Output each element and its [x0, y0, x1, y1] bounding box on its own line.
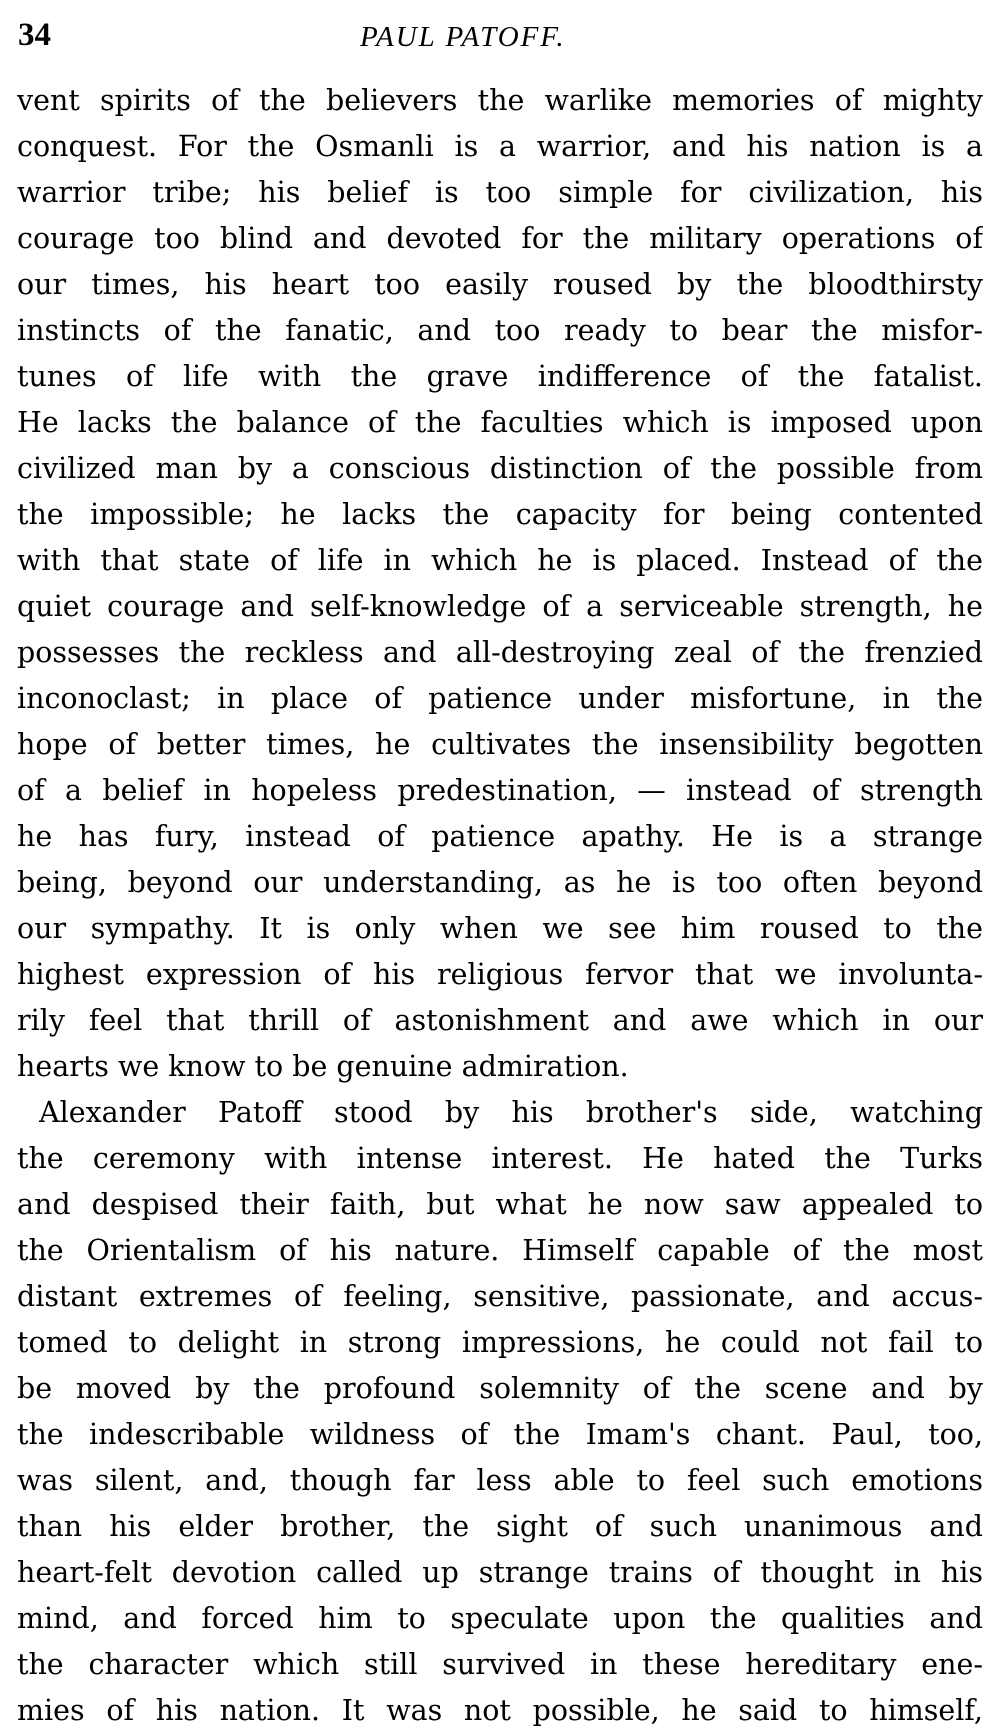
running-head — [18, 8, 981, 56]
text-line: with that state of life in which he is placed. Instead of the — [17, 544, 983, 577]
text-line: than his elder brother, the sight of such unanimous and — [17, 1510, 983, 1543]
text-line: hearts we know to be genuine admiration. — [17, 1050, 629, 1083]
text-line: distant extremes of feeling, sensitive, passionate, and accus- — [17, 1280, 983, 1313]
text-line: hope of better times, he cultivates the insensibility begotten — [17, 728, 983, 761]
text-line: highest expression of his religious fervor that we involunta- — [17, 958, 983, 991]
text-line: quiet courage and self-knowledge of a serviceable strength, he — [17, 590, 983, 623]
text-line: and despised their faith, but what he now saw appealed to — [17, 1188, 983, 1221]
text-line: the indescribable wildness of the Imam's chant. Paul, too, — [17, 1418, 983, 1451]
text-line: vent spirits of the believers the warlike memories of mighty — [17, 84, 983, 117]
text-line: Alexander Patoff stood by his brother's side, watching — [39, 1096, 983, 1129]
text-line: mind, and forced him to speculate upon the qualities and — [17, 1602, 983, 1635]
text-line: possesses the reckless and all-destroying zeal of the frenzied — [17, 636, 983, 669]
text-line: rily feel that thrill of astonishment and awe which in our — [17, 1004, 983, 1037]
paragraph-2 — [17, 1090, 983, 1734]
paragraph-1 — [17, 78, 983, 1090]
text-line: heart-felt devotion called up strange trains of thought in his — [17, 1556, 983, 1589]
text-line: instincts of the fanatic, and too ready to bear the misfor- — [17, 314, 983, 347]
text-line: he has fury, instead of patience apathy. He is a strange — [17, 820, 983, 853]
text-line: our sympathy. It is only when we see him roused to the — [17, 912, 983, 945]
text-line: our times, his heart too easily roused by the bloodthirsty — [17, 268, 983, 301]
text-line: the impossible; he lacks the capacity for being contented — [17, 498, 983, 531]
text-line: being, beyond our understanding, as he is too often beyond — [17, 866, 983, 899]
text-line: inconoclast; in place of patience under misfortune, in the — [17, 682, 983, 715]
page-number: 34 — [18, 17, 51, 53]
text-line: courage too blind and devoted for the military operations of — [17, 222, 983, 255]
body-text — [17, 78, 983, 1734]
text-line: warrior tribe; his belief is too simple for civilization, his — [17, 176, 983, 209]
text-line: of a belief in hopeless predestination, — instead of strength — [17, 774, 983, 807]
text-line: be moved by the profound solemnity of the scene and by — [17, 1372, 983, 1405]
text-line: the Orientalism of his nature. Himself capable of the most — [17, 1234, 983, 1267]
text-line: civilized man by a conscious distinction of the possible from — [17, 452, 983, 485]
text-line: He lacks the balance of the faculties which is imposed upon — [17, 406, 983, 439]
text-line: was silent, and, though far less able to feel such emotions — [17, 1464, 983, 1497]
running-title: PAUL PATOFF. — [360, 21, 566, 53]
text-line: conquest. For the Osmanli is a warrior, and his nation is a — [17, 130, 983, 163]
text-line: tomed to delight in strong impressions, he could not fail to — [17, 1326, 983, 1359]
text-line: tunes of life with the grave indifference of the fatalist. — [17, 360, 983, 393]
text-line: the ceremony with intense interest. He hated the Turks — [17, 1142, 983, 1175]
text-line: mies of his nation. It was not possible, he said to himself, — [17, 1694, 983, 1727]
text-line: the character which still survived in these hereditary ene- — [17, 1648, 983, 1681]
